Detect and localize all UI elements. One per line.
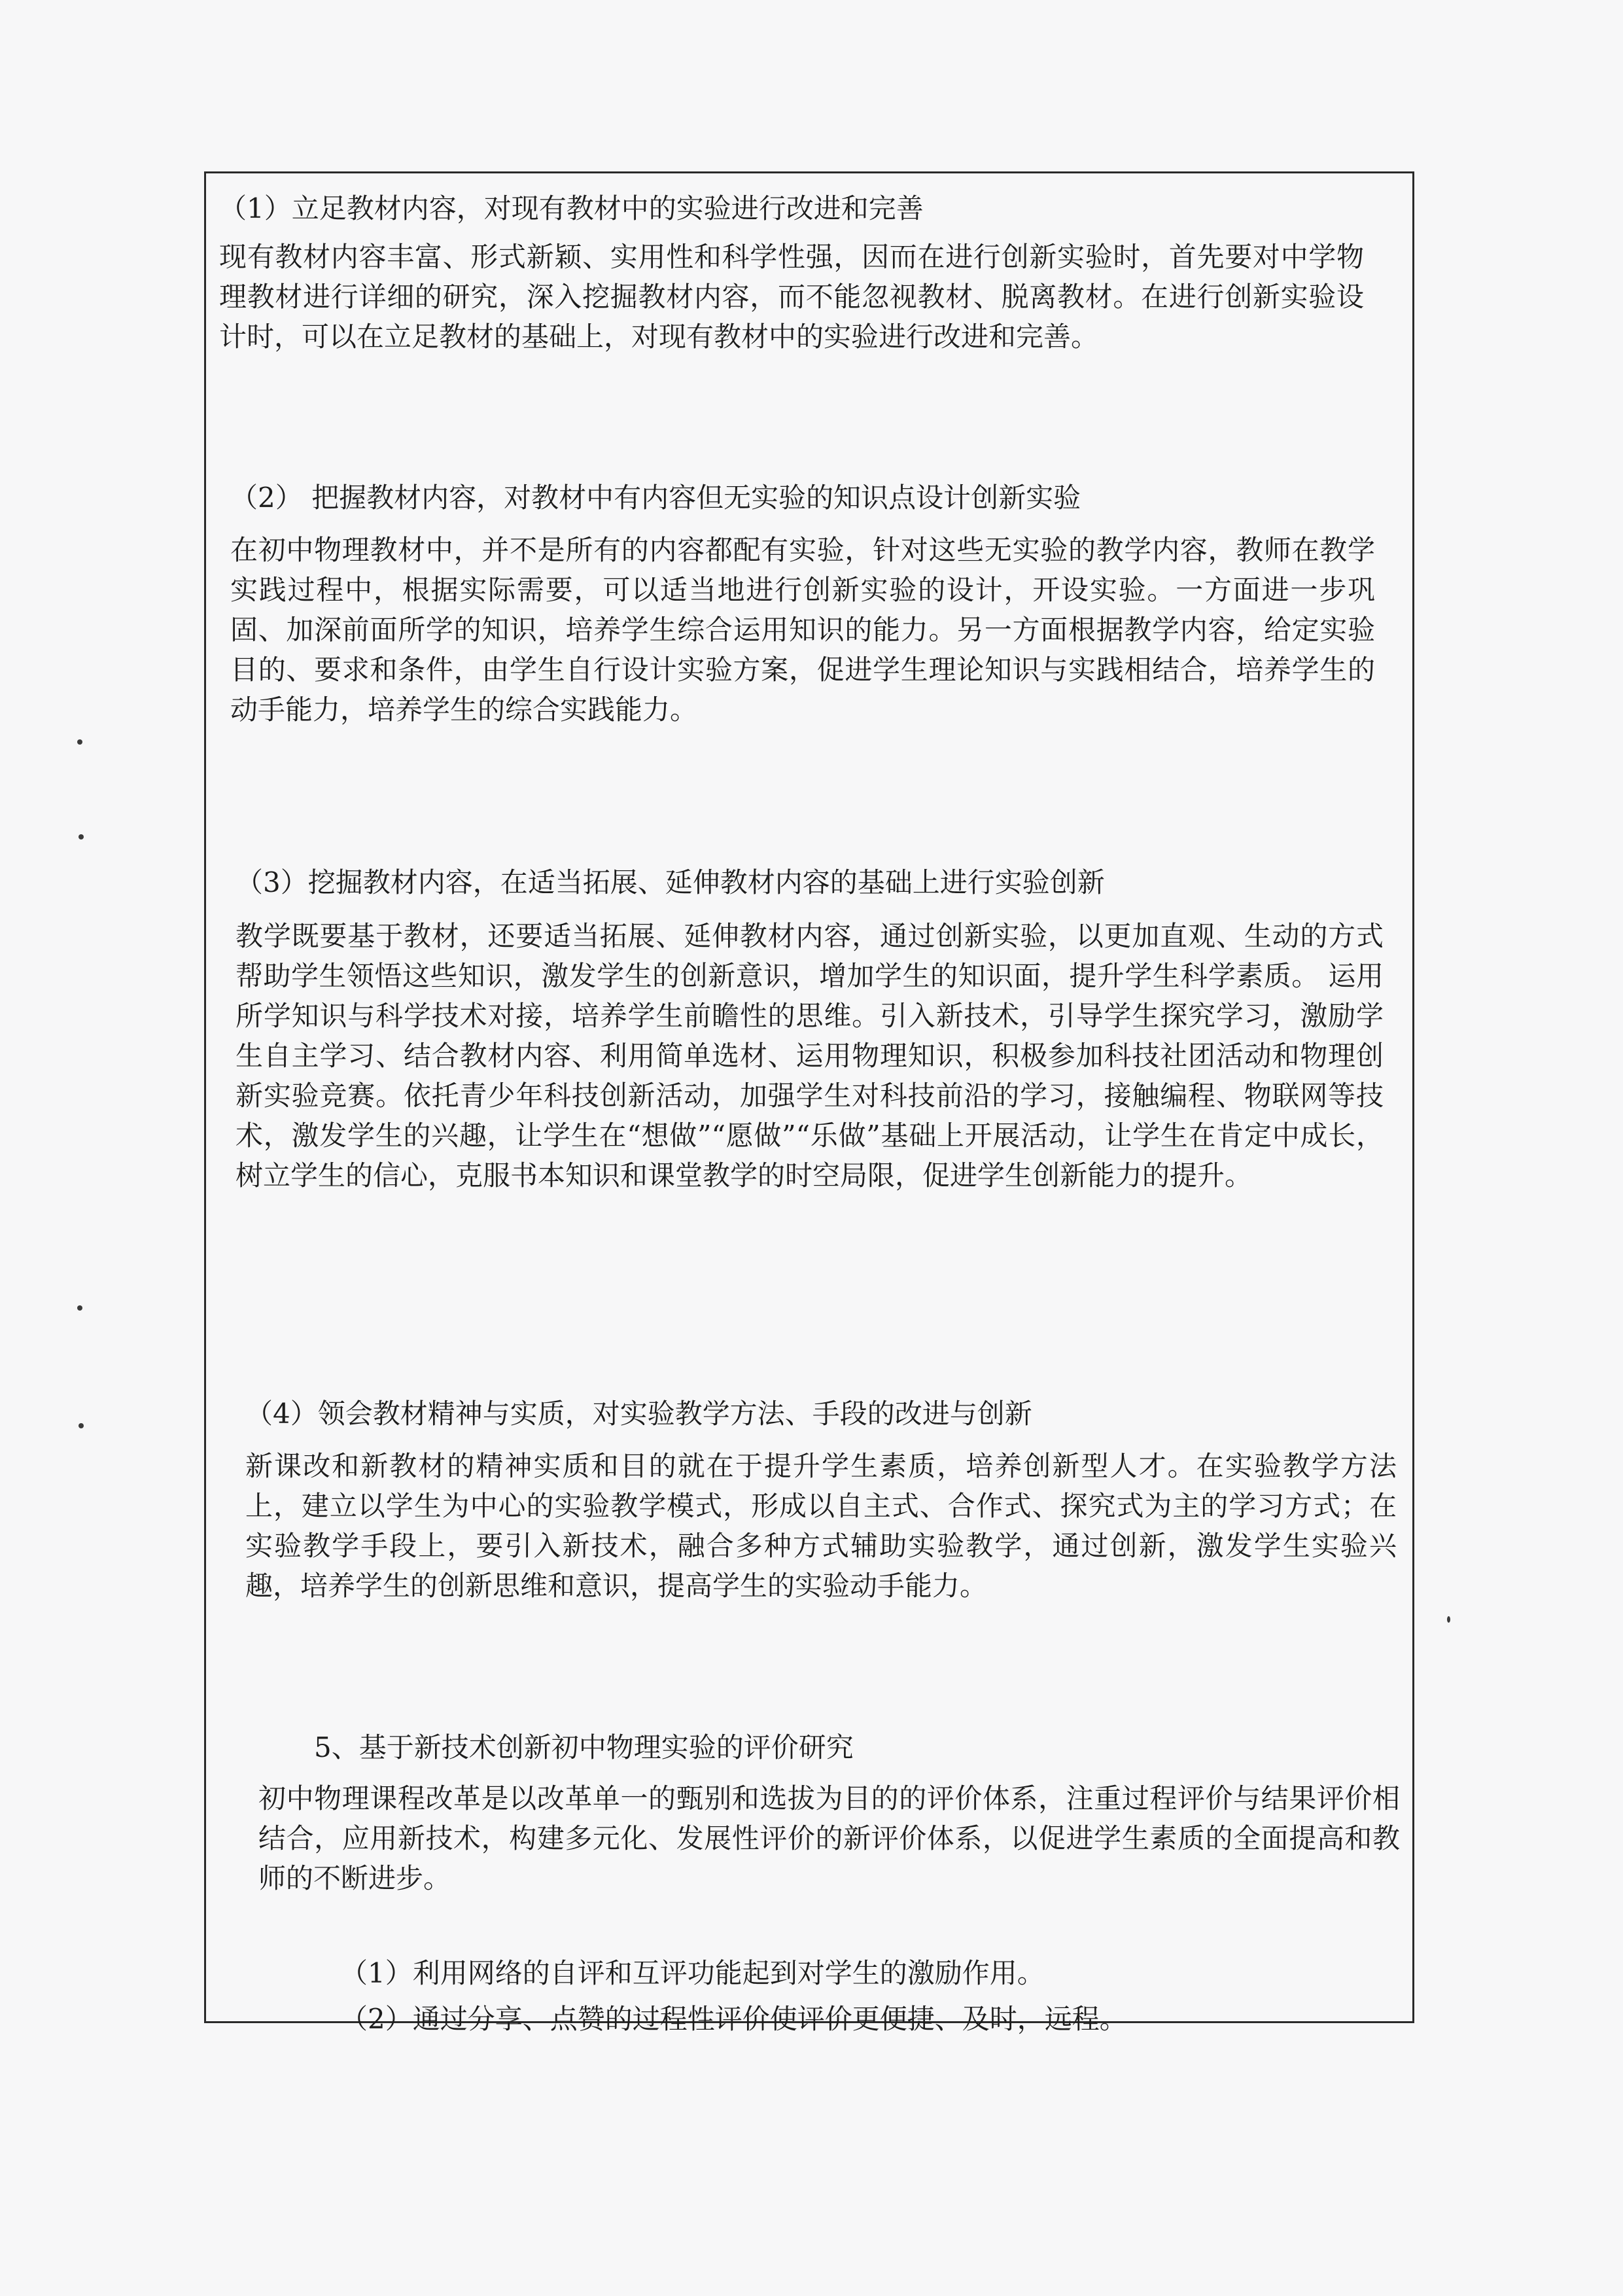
section-1-body: 现有教材内容丰富、形式新颖、实用性和科学性强，因而在进行创新实验时，首先要对中学物理教材进行详细的研究，深入挖掘教材内容，而不能忽视教材、脱离教材。在进行创新实验设计时，可以在立足教材的基础上，对现有教材中的实验进行改进和完善。 — [219, 241, 1364, 353]
section-2-heading: （2） 把握教材内容，对教材中有内容但无实验的知识点设计创新实验 — [230, 482, 1081, 514]
scan-speck — [1447, 1616, 1450, 1623]
section-4-heading: （4）领会教材精神与实质，对实验教学方法、手段的改进与创新 — [245, 1398, 1032, 1430]
scan-speck — [77, 1305, 82, 1311]
section-5-heading: 5、基于新技术创新初中物理实验的评价研究 — [314, 1731, 854, 1763]
scan-speck — [79, 1423, 84, 1428]
section-5-item-2: （2）通过分享、点赞的过程性评价使评价更便捷、及时，远程。 — [340, 2003, 1127, 2035]
scan-speck — [79, 834, 84, 839]
section-2-body: 在初中物理教材中，并不是所有的内容都配有实验，针对这些无实验的教学内容，教师在教学实践过程中，根据实际需要，可以适当地进行创新实验的设计，开设实验。一方面进一步巩固、加深前面所学的知识，培养学生综合运用知识的能力。另一方面根据教学内容，给定实验目的、要求和条件，由学生自行设计实验方案，促进学生理论知识与实践相结合，培养学生的动手能力，培养学生的综合实践能力。 — [230, 534, 1375, 726]
section-1-heading: （1）立足教材内容，对现有教材中的实验进行改进和完善 — [219, 192, 924, 224]
section-4-body: 新课改和新教材的精神实质和目的就在于提升学生素质，培养创新型人才。在实验教学方法上，建立以学生为中心的实验教学模式，形成以自主式、合作式、探究式为主的学习方式；在实验教学手段上，要引入新技术，融合多种方式辅助实验教学，通过创新，激发学生实验兴趣，培养学生的创新思维和意识，提高学生的实验动手能力。 — [245, 1450, 1397, 1602]
section-5-body: 初中物理课程改革是以改革单一的甄别和选拔为目的的评价体系，注重过程评价与结果评价相结合，应用新技术，构建多元化、发展性评价的新评价体系，以促进学生素质的全面提高和教师的不断进步。 — [258, 1782, 1400, 1894]
scan-speck — [77, 739, 82, 745]
section-5-item-1: （1）利用网络的自评和互评功能起到对学生的激励作用。 — [340, 1957, 1045, 1989]
section-3-heading: （3）挖掘教材内容，在适当拓展、延伸教材内容的基础上进行实验创新 — [236, 866, 1105, 898]
section-3-body: 教学既要基于教材，还要适当拓展、延伸教材内容，通过创新实验，以更加直观、生动的方式帮助学生领悟这些知识，激发学生的创新意识，增加学生的知识面，提升学生科学素质。 运用所学知识与科学技术对接，培养学生前瞻性的思维。引入新技术，引导学生探究学习，激励学生自主学习、结合教材内容、利用简单选材、运用物理知识，积极参加科技社团活动和物理创新实验竞赛。依托青少年科技创新活动，加强学生对科技前沿的学习，接触编程、物联网等技术，激发学生的兴趣，让学生在“想做”“愿做”“乐做”基础上开展活动，让学生在肯定中成长，树立学生的信心，克服书本知识和课堂教学的时空局限，促进学生创新能力的提升。 — [236, 920, 1384, 1192]
